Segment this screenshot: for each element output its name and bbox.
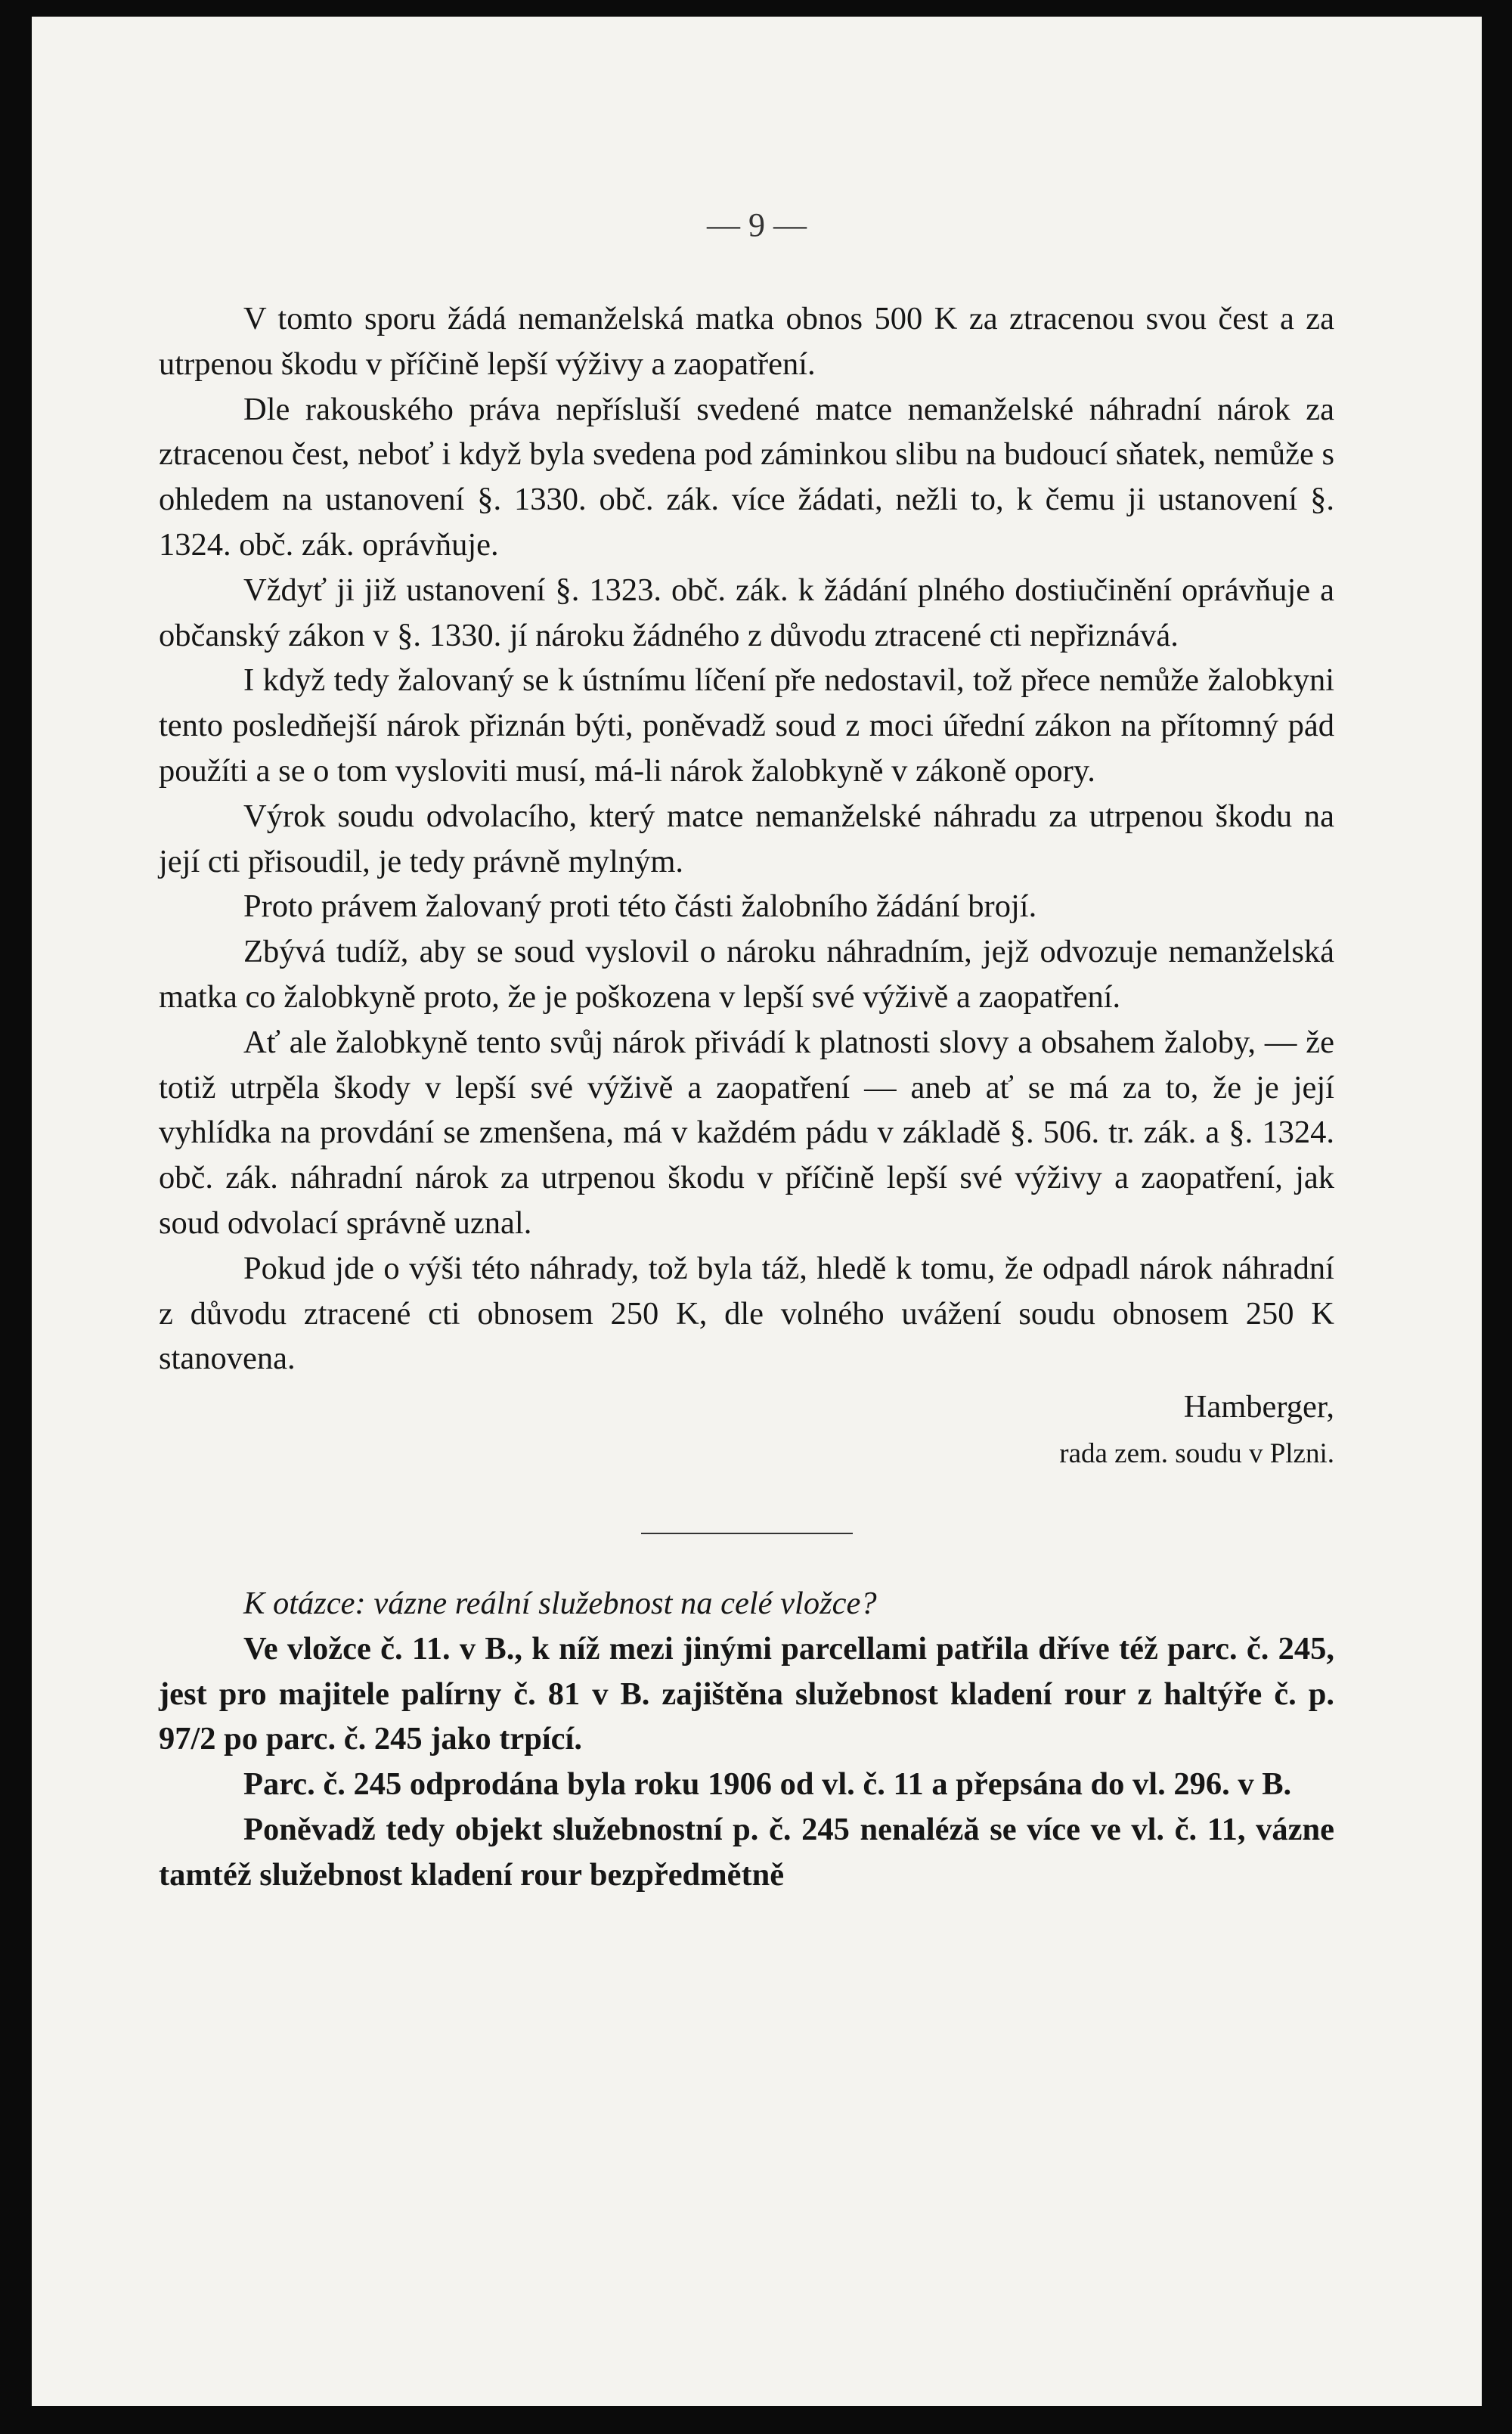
paragraph: Proto právem žalovaný proti této části žalobního žádání brojí. xyxy=(243,888,1037,925)
signature-name: Hamberger, xyxy=(1183,1389,1334,1425)
document-page xyxy=(32,17,1482,2406)
paragraph: Zbývá tudíž, aby se soud vyslovil o nároku náhradním, jejž odvozuje nemanželská matka co žalobkyně proto, že je poškozena v lepší své výživě a zaopatření. xyxy=(159,934,1334,1015)
paragraph: Pokud jde o výši této náhrady, tož byla táž, hledě k tomu, že odpadl nárok náhradní z důvodu ztracené cti obnosem 250 K, dle volného uvážení soudu obnosem 250 K stanovena. xyxy=(159,1250,1334,1377)
page-number: — 9 — xyxy=(707,206,807,243)
bold-paragraph: Poněvadž tedy objekt služebnostní p. č. 245 nenaléză se více ve vl. č. 11, vázne tamtéž služebnost kladení rour bezpředmětně xyxy=(159,1811,1334,1893)
section-heading: K otázce: vázne reální služebnost na celé vložce? xyxy=(243,1585,877,1621)
section-body xyxy=(159,1626,1334,1898)
section-divider xyxy=(641,1533,853,1534)
paragraph: Výrok soudu odvolacího, který matce nemanželské náhradu za utrpenou škodu na její cti přisoudil, je tedy právně mylným. xyxy=(159,798,1334,879)
paragraph: Ať ale žalobkyně tento svůj nárok přivádí k platnosti slovy a obsahem žaloby, — že totiž utrpěla škody v lepší své výživě a zaopatření — aneb ať se má za to, že je její vyhlídka na provdání se zmenšena, má v každém pádu v základě §. 506. tr. zák. a §. 1324. obč. zák. náhradní nárok za utrpenou škodu v příčině lepší své výživy a zaopatření, jak soud odvolací správně uznal. xyxy=(159,1024,1334,1241)
paragraph: Dle rakouského práva nepřísluší svedené matce nemanželské náhradní nárok za ztracenou čest, neboť i když byla svedena pod záminkou slibu na budoucí sňatek, nemůže s ohledem na ustanovení §. 1330. obč. zák. více žádati, nežli to, k čemu ji ustanovení §. 1324. obč. zák. oprávňuje. xyxy=(159,391,1334,563)
bold-paragraph: Ve vložce č. 11. v B., k níž mezi jinými parcellami patřila dříve též parc. č. 245, jest pro majitele palírny č. 81 v B. zajištěna služebnost kladení rour z haltýře č. p. 97/2 po parc. č. 245 jako trpící. xyxy=(159,1630,1334,1757)
body-text xyxy=(159,296,1334,1898)
bold-paragraph: Parc. č. 245 odprodána byla roku 1906 od vl. č. 11 a přepsána do vl. 296. v B. xyxy=(243,1766,1292,1803)
paragraph: V tomto sporu žádá nemanželská matka obnos 500 K za ztracenou svou čest a za utrpenou škodu v příčině lepší výživy a zaopatření. xyxy=(159,301,1334,382)
paragraph: I když tedy žalovaný se k ústnímu líčení pře nedostavil, tož přece nemůže žalobkyni tento posledňejší nárok přiznán býti, poněvadž soud z moci úřední zákon na přítomný pád použíti a se o tom vysloviti musí, má-li nárok žalobkyně v zákoně opory. xyxy=(159,662,1334,789)
signature-title: rada zem. soudu v Plzni. xyxy=(1059,1437,1334,1469)
paragraph: Vždyť ji již ustanovení §. 1323. obč. zák. k žádání plného dostiučinění oprávňuje a občanský zákon v §. 1330. jí nároku žádného z důvodu ztracené cti nepřiznává. xyxy=(159,572,1334,653)
